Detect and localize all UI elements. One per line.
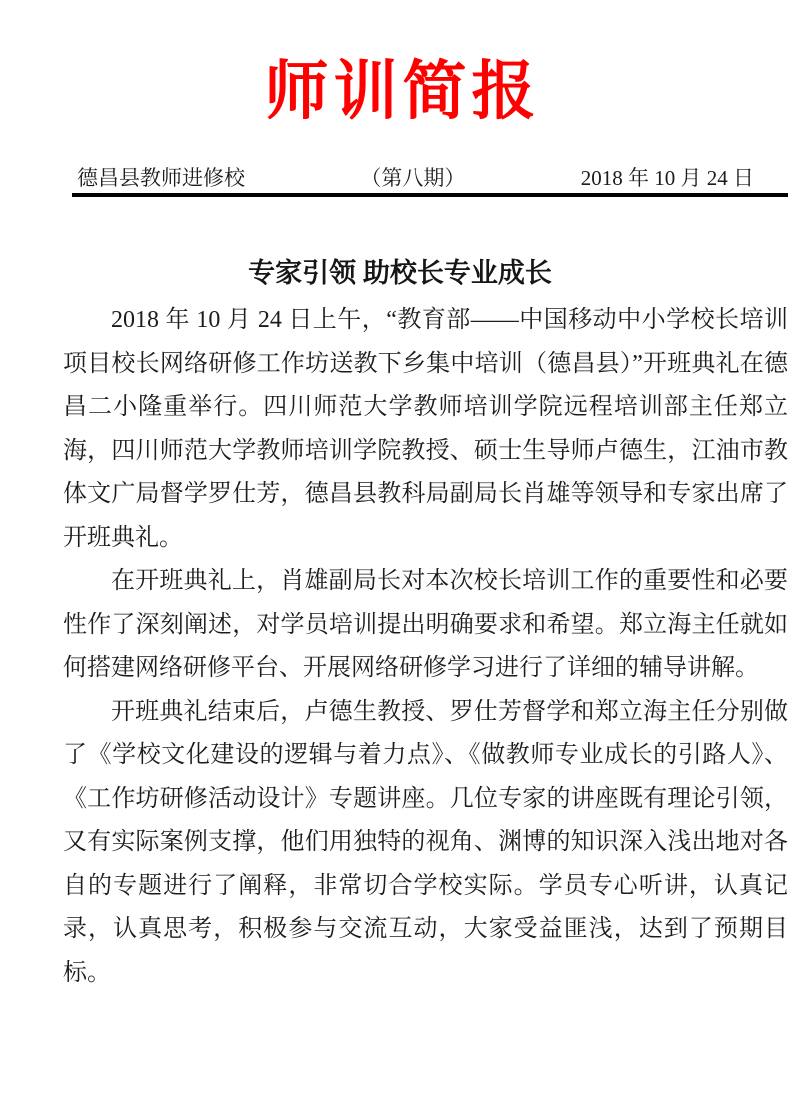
header-divider: [72, 193, 788, 197]
issuing-organization: 德昌县教师进修校: [77, 166, 245, 190]
article-paragraph: 在开班典礼上，肖雄副局长对本次校长培训工作的重要性和必要性作了深刻阐述，对学员培训提出明确要求和希望。郑立海主任就如何搭建网络研修平台、开展网络研修学习进行了详细的辅导讲解。: [63, 568, 788, 681]
article-paragraph: 开班典礼结束后，卢德生教授、罗仕芳督学和郑立海主任分别做了《学校文化建设的逻辑与着力点》、《做教师专业成长的引路人》、《工作坊研修活动设计》专题讲座。几位专家的讲座既有理论引领，又有实际案例支撑，他们用独特的视角、渊博的知识深入浅出地对各自的专题进行了阐释，非常切合学校实际。学员专心听讲，认真记录，认真思考，积极参与交流互动，大家受益匪浅，达到了预期目标。: [63, 698, 788, 986]
article-title: 专家引领 助校长专业成长: [248, 258, 552, 288]
masthead-title: 师训简报: [264, 55, 541, 127]
issue-date: 2018 年 10 月 24 日: [580, 166, 754, 190]
article-paragraph: 2018 年 10 月 24 日上午，“教育部——中国移动中小学校长培训项目校长网络研修工作坊送教下乡集中培训（德昌县）”开班典礼在德昌二小隆重举行。四川师范大学教师培训学院远程培训部主任郑立海，四川师范大学教师培训学院教授、硕士生导师卢德生，江油市教体文广局督学罗仕芳，德昌县教科局副局长肖雄等领导和专家出席了开班典礼。: [63, 307, 788, 551]
issue-number: （第八期）: [360, 166, 466, 190]
article-body: [63, 299, 788, 995]
issue-line: [77, 163, 754, 193]
